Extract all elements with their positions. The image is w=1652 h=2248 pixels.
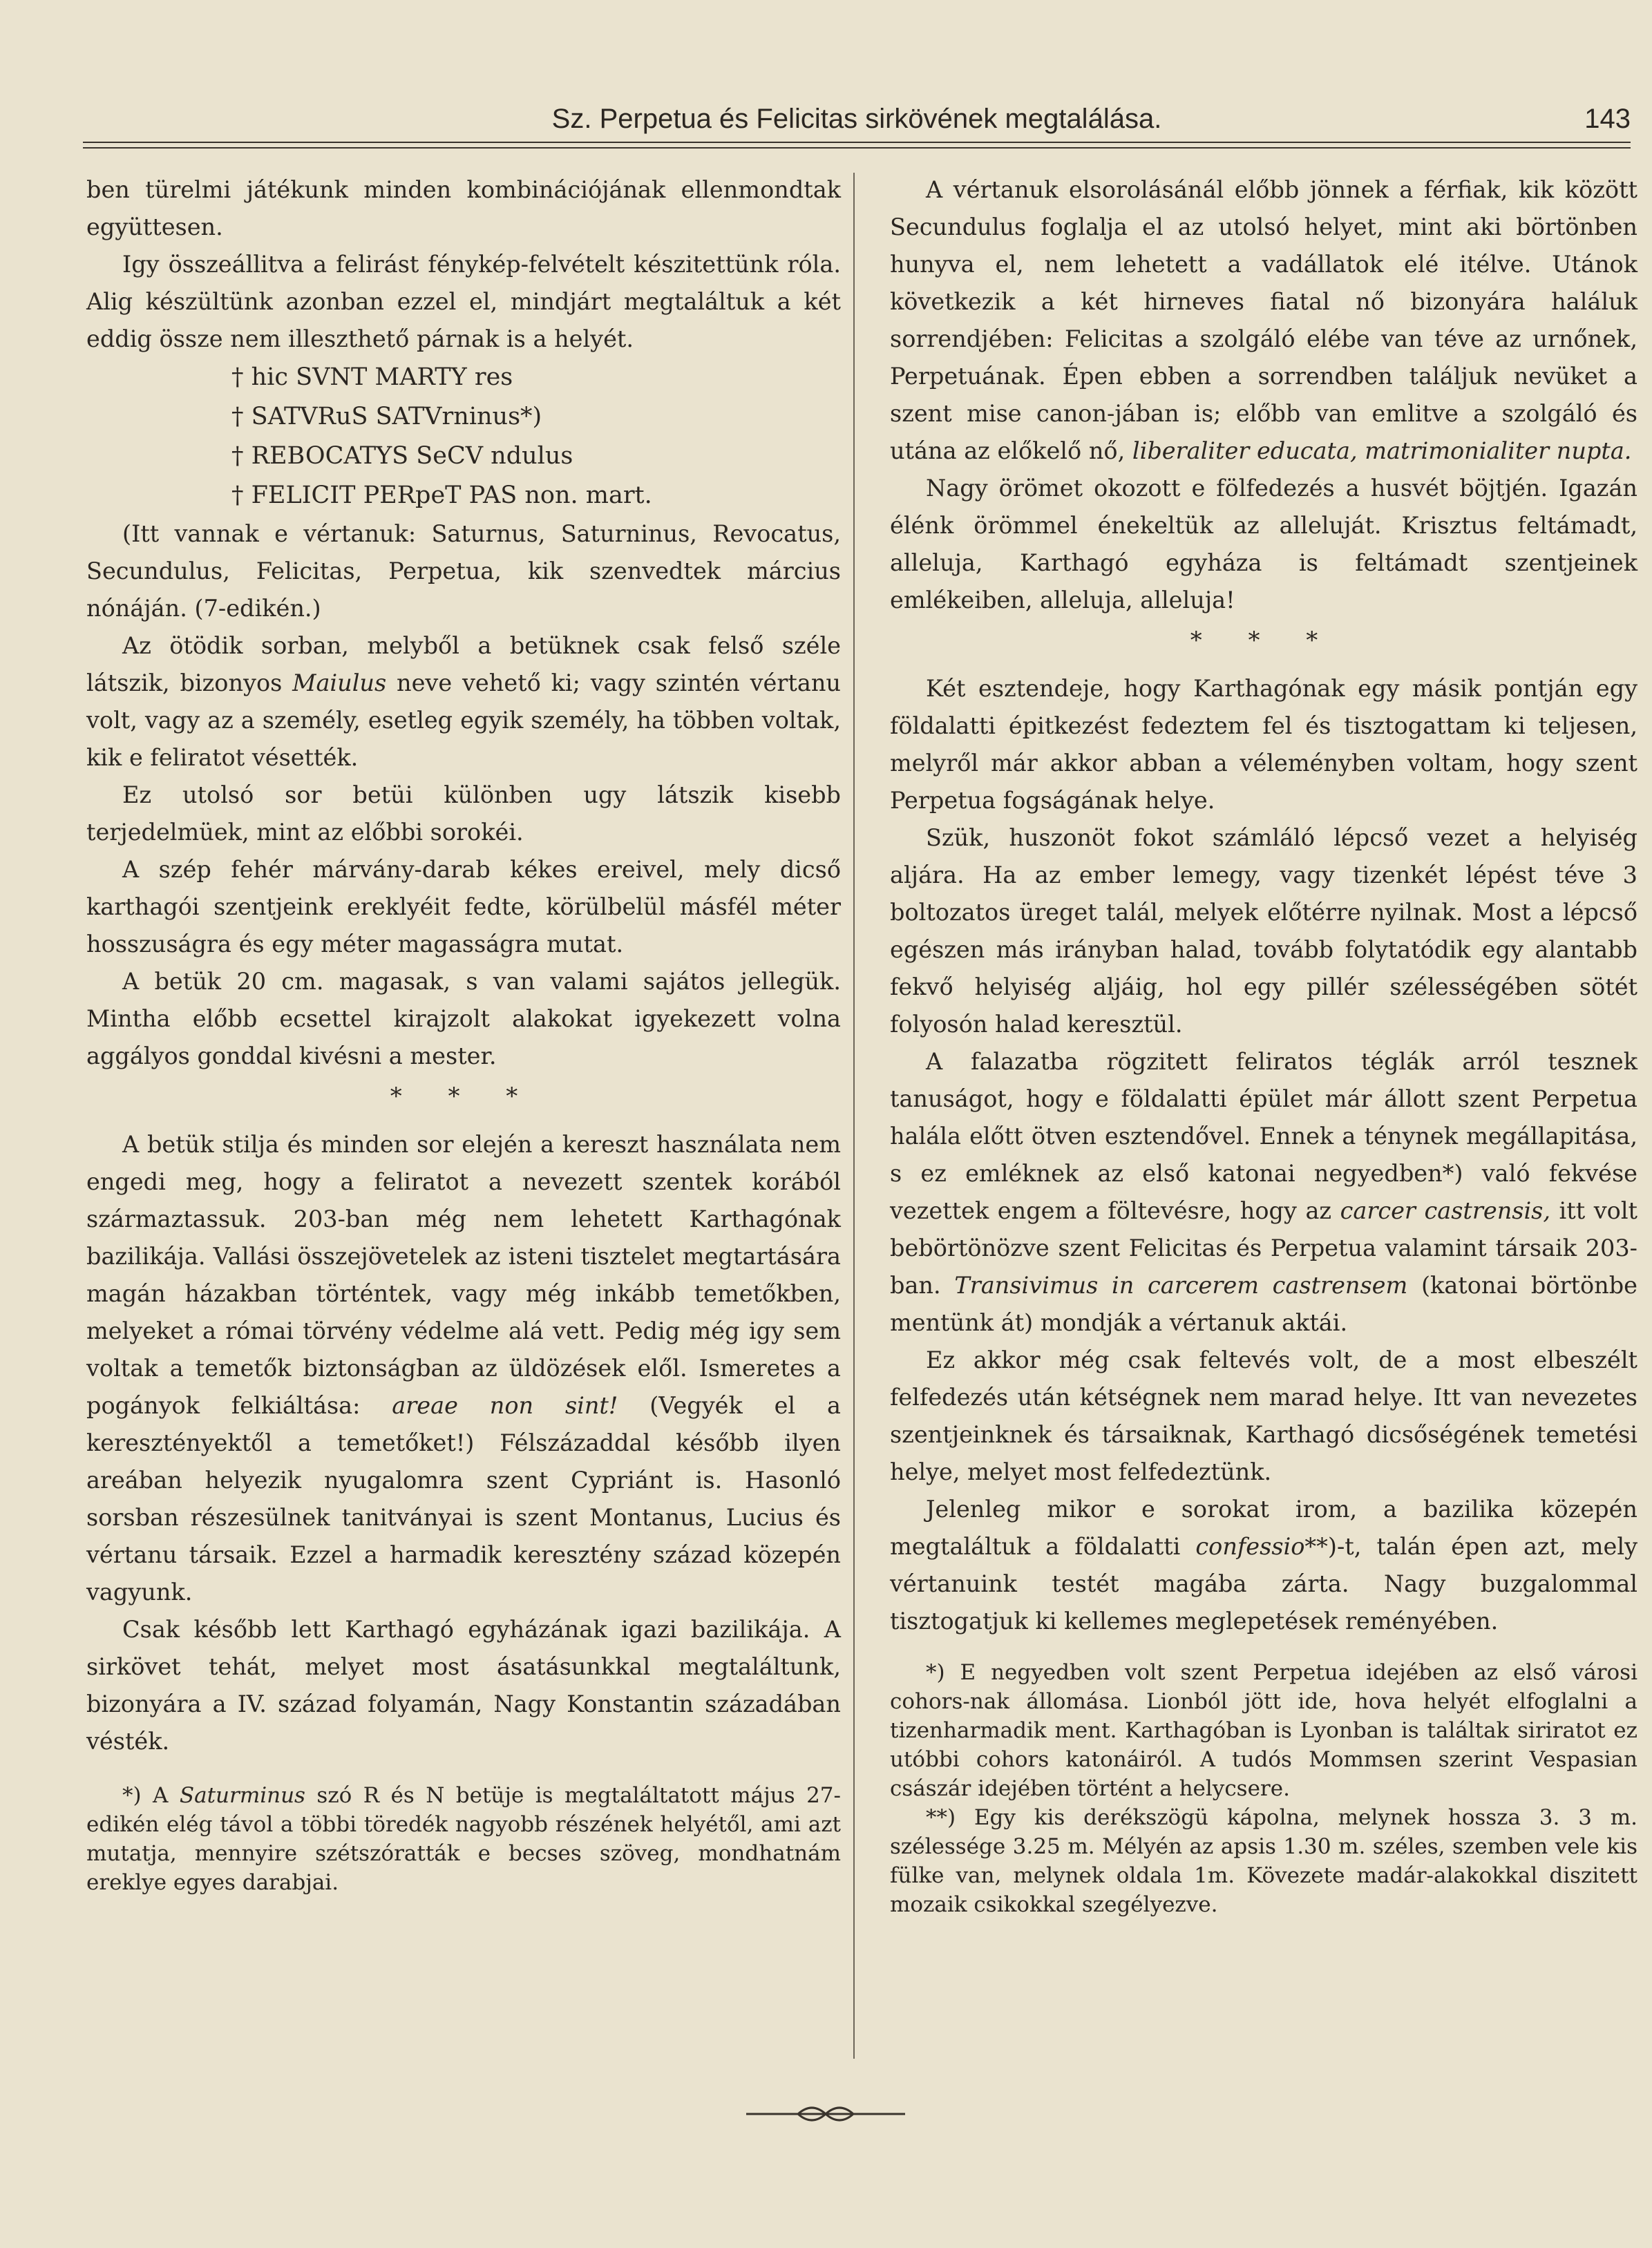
paragraph: Az ötödik sorban, melyből a betüknek csak felső széle látszik, bizonyos Maiulus neve vehető ki; vagy szintén vértanu volt, vagy az a személy, esetleg egyik személy, ha többen voltak, kik e feliratot vésették. — [86, 632, 841, 771]
section-separator: * * * — [390, 1083, 538, 1110]
inscription-line: † hic SVNT MARTY res — [231, 363, 513, 391]
footnotes — [86, 1781, 841, 1897]
paragraph: Igy összeállitva a felirást fénykép-felvételt készitettünk róla. Alig készültünk azonban ezzel el, mindjárt megtaláltuk a két eddig össze nem illeszthető párnak is a helyét. — [86, 251, 841, 352]
inscription-line: † REBOCATYS SeCV ndulus — [231, 442, 573, 470]
paragraph: Ez utolsó sor betüi különben ugy látszik kisebb terjedelmüek, mint az előbbi sorokéi. — [86, 781, 841, 846]
paragraph: Szük, huszonöt fokot számláló lépcső vezet a helyiség aljára. Ha az ember lemegy, vagy tizenkét lépést téve 3 boltozatos üreget talál, melyek előtérre nyilnak. Most a lépcső egészen más irányban halad, tovább folytatódik egy alantabb fekvő helyiség aljáig, hol egy pillér szélességében sötét folyosón halad keresztül. — [890, 824, 1637, 1038]
inscription-line: † SATVRuS SATVrninus*) — [231, 403, 542, 430]
footnote: **) Egy kis derékszögü kápolna, melynek hossza 3. 3 m. szélessége 3.25 m. Mélyén az apsis 1.30 m. széles, szemben vele kis fülke van, melynek oldala 1m. Kövezete madár-alakokkal diszitett mozaik csikokkal szegélyezve. — [890, 1805, 1637, 1917]
paragraph: A vértanuk elsorolásánál előbb jönnek a férfiak, kik között Secundulus foglalja el az utolsó helyet, mint aki börtönben hunyva el, nem lehetett a vadállatok elé itélve. Utánok következik a két hirneves fiatal nő bizonyára haláluk sorrendjében: Felicitas a szolgáló elébe van téve az urnőnek, Perpetuának. Épen ebben a sorrendben találjuk nevüket a szent mise canon-jában is; előbb van emlitve a szolgáló és utána az előkelő nő, liberaliter educata, matrimonialiter nupta. — [890, 176, 1637, 464]
paragraph: A betük 20 cm. magasak, s van valami sajátos jellegük. Mintha előbb ecsettel kirajzolt alakokat igyekezett volna aggályos gonddal kivésni a mester. — [86, 968, 841, 1069]
paragraph: (Itt vannak e vértanuk: Saturnus, Saturninus, Revocatus, Secundulus, Felicitas, Perpetua, kik szenvedtek március nónáján. (7-edikén.) — [86, 520, 841, 622]
paragraph: Ez akkor még csak feltevés volt, de a most elbeszélt felfedezés után kétségnek nem marad helye. Itt van nevezetes szentjeinknek és társaiknak, Karthagó dicsőségének temetési helye, melyet most felfedeztünk. — [890, 1346, 1637, 1485]
header-rule — [83, 142, 1631, 149]
right-column — [890, 171, 1637, 1919]
column-divider — [853, 173, 855, 2059]
paragraph: ben türelmi játékunk minden kombinációjának ellenmondtak együttesen. — [86, 176, 841, 240]
page-number: 143 — [1584, 104, 1631, 134]
paragraph: Két esztendeje, hogy Karthagónak egy másik pontján egy földalatti épitkezést fedeztem fel és tisztogattam ki teljesen, melyről már akkor abban a véleményben voltam, hogy szent Perpetua fogságának helye. — [890, 675, 1637, 814]
inscription-line: † FELICIT PERpeT PAS non. mart. — [231, 482, 652, 509]
inscription — [86, 358, 841, 515]
paragraph: A szép fehér márvány-darab kékes ereivel, mely dicső karthagói szentjeink ereklyéit fedte, körülbelül másfél méter hosszuságra és egy méter magasságra mutat. — [86, 856, 841, 958]
running-header — [83, 104, 1631, 142]
paragraph: Nagy örömet okozott e fölfedezés a husvét böjtjén. Igazán élénk örömmel énekeltük az alleluját. Krisztus feltámadt, alleluja, Karthagó egyháza is feltámadt szentjeinek emlékeiben, alleluja, alleluja! — [890, 475, 1637, 613]
section-separator: * * * — [1190, 627, 1338, 654]
footnote: *) A Saturminus szó R és N betüje is megtaláltatott május 27-edikén elég távol a többi töredék nagyobb részének helyétől, ami azt mutatja, mennyire szétszóratták e becses szöveg, mondhatnám ereklye egyes darabjai. — [86, 1783, 841, 1895]
running-title: Sz. Perpetua és Felicitas sirkövének megtalálása. — [551, 104, 1162, 134]
paragraph: Jelenleg mikor e sorokat irom, a bazilika közepén megtaláltuk a földalatti confessio**)-t, talán épen azt, mely vértanuink testét magába zárta. Nagy buzgalommal tisztogatjuk ki kellemes meglepetések reményében. — [890, 1496, 1637, 1635]
footnotes — [890, 1658, 1637, 1919]
paragraph: A betük stilja és minden sor elején a kereszt használata nem engedi meg, hogy a feliratot a nevezett szentek korából származtassuk. 203-ban még nem lehetett Karthagónak bazilikája. Vallási összejövetelek az isteni tisztelet megtartására magán házakban történtek, vagy még inkább temetőkben, melyeket a római törvény védelme alá vett. Pedig még igy sem voltak a temetők biztonságban az üldözések elől. Ismeretes a pogányok felkiáltása: areae non sint! (Vegyék el a keresztényektől a temetőket!) Félszázaddal később ilyen areában helyezik nyugalomra szent Cypriánt is. Hasonló sorsban részesülnek tanitványai is szent Montanus, Lucius és vértanu társaik. Ezzel a harmadik keresztény század közepén vagyunk. — [86, 1131, 841, 1606]
end-ornament-icon — [743, 2100, 909, 2128]
paragraph: Csak később lett Karthagó egyházának igazi bazilikája. A sirkövet tehát, melyet most ásatásunkkal megtaláltunk, bizonyára a IV. század folyamán, Nagy Konstantin századában vésték. — [86, 1616, 841, 1755]
paragraph: A falazatba rögzitett feliratos téglák arról tesznek tanuságot, hogy e földalatti épület már állott szent Perpetua halála előtt ötven esztendővel. Ennek a ténynek megállapitása, s ez emléknek az első katonai negyedben*) való fekvése vezettek engem a föltevésre, hogy az carcer castrensis, itt volt bebörtönözve szent Felicitas és Perpetua valamint társaik 203-ban. Transivimus in carcerem castrensem (katonai börtönbe mentünk át) mondják a vértanuk aktái. — [890, 1048, 1637, 1336]
footnote: *) E negyedben volt szent Perpetua idejében az első városi cohors-nak állomása. Lionból jött ide, hova helyét elfoglalni a tizenharmadik ment. Karthagóban is Lyonban is találtak siriratot ez utóbbi cohors katonáiról. A tudós Mommsen szerint Vespasian császár idejében történt a helycsere. — [890, 1660, 1637, 1801]
left-column — [86, 171, 841, 1897]
